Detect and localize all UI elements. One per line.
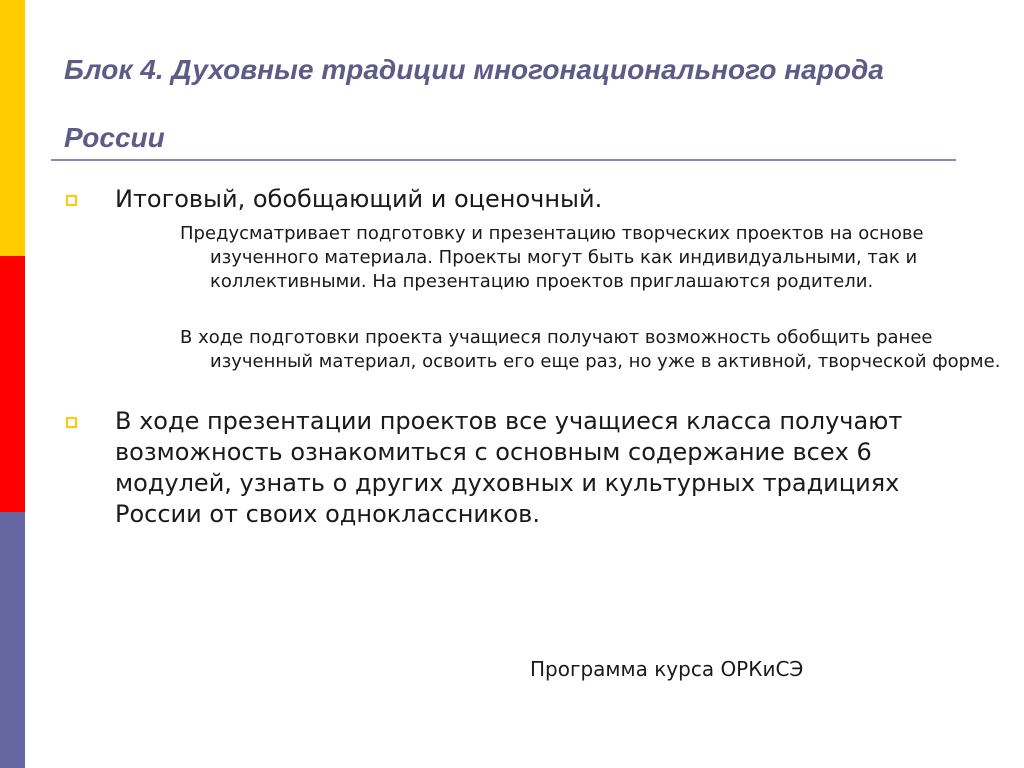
square-bullet-icon: [66, 195, 77, 206]
side-bar-yellow: [0, 0, 25, 256]
bullet-2-text: В ходе презентации проектов все учащиеся класса получают возможность ознакомиться с основным содержание всех 6 модулей, узнать о других духовных и культурных традициях России от своих одноклассников.: [115, 407, 903, 528]
footer-caption: Программа курса ОРКиСЭ: [530, 657, 804, 681]
subpoint-2: В ходе подготовки проекта учащиеся получают возможность обобщить ранее изученный материал, освоить его еще раз, но уже в активной, творческой форме.: [180, 327, 1001, 372]
slide-title: Блок 4. Духовные традиции многонационального народа России: [64, 54, 884, 153]
bullet-1-text: Итоговый, обобщающий и оценочный.: [115, 185, 603, 213]
square-bullet-icon: [66, 417, 77, 428]
side-bar-blue: [0, 512, 25, 768]
side-bar-red: [0, 256, 25, 512]
subpoint-1: Предусматривает подготовку и презентацию творческих проектов на основе изученного материала. Проекты могут быть как индивидуальными, так и коллективными. На презентацию проектов приглашаются родители.: [180, 223, 924, 292]
title-divider: [51, 159, 956, 161]
